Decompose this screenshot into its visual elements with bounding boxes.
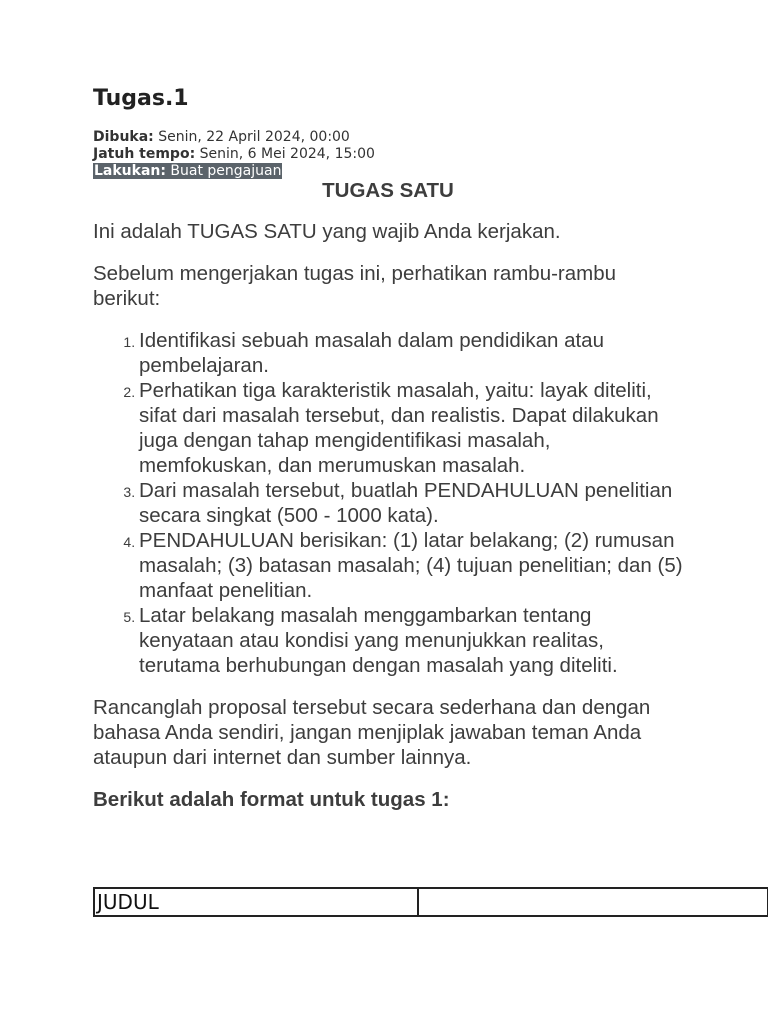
- todo-badge: [93, 163, 282, 179]
- todo-value: Buat pengajuan: [170, 163, 282, 179]
- due-label: Jatuh tempo:: [93, 146, 196, 162]
- table-cell: JUDUL: [94, 888, 418, 916]
- format-table: [93, 887, 768, 917]
- opened-date: [93, 129, 375, 146]
- table-cell: [418, 888, 768, 916]
- page-title: Tugas.1: [93, 86, 189, 111]
- format-heading: Berikut adalah format untuk tugas 1:: [93, 788, 450, 811]
- closing-paragraph: Rancanglah proposal tersebut secara sederhana dan dengan bahasa Anda sendiri, jangan menjiplak jawaban teman Anda ataupun dari internet dan sumber lainnya.: [93, 696, 651, 769]
- list-item: 2. Perhatikan tiga karakteristik masalah, yaitu: layak diteliti, sifat dari masalah tersebut, dan realistis. Dapat dilakukan juga dengan tahap mengidentifikasi masalah, memfokuskan, dan merumuskan masalah.: [139, 378, 683, 478]
- list-item: 4. PENDAHULUAN berisikan: (1) latar belakang; (2) rumusan masalah; (3) batasan masalah; (4) tujuan penelitian; dan (5) manfaat penelitian.: [139, 528, 683, 603]
- list-item: 5. Latar belakang masalah menggambarkan tentang kenyataan atau kondisi yang menunjukkan realitas, terutama berhubungan dengan masalah yang diteliti.: [139, 603, 683, 678]
- todo-label: Lakukan:: [94, 163, 166, 179]
- due-date: [93, 146, 375, 163]
- due-value: Senin, 6 Mei 2024, 15:00: [199, 146, 375, 162]
- opened-label: Dibuka:: [93, 129, 154, 145]
- intro-paragraph: Ini adalah TUGAS SATU yang wajib Anda kerjakan.: [93, 220, 561, 243]
- opened-value: Senin, 22 April 2024, 00:00: [158, 129, 350, 145]
- rules-list: [93, 328, 683, 678]
- table-row: [94, 888, 768, 916]
- list-item: 1. Identifikasi sebuah masalah dalam pendidikan atau pembelajaran.: [139, 328, 683, 378]
- list-item: 3. Dari masalah tersebut, buatlah PENDAHULUAN penelitian secara singkat (500 - 1000 kata).: [139, 478, 683, 528]
- assignment-description: [93, 178, 683, 812]
- before-paragraph: Sebelum mengerjakan tugas ini, perhatikan rambu-rambu berikut:: [93, 262, 617, 310]
- content-heading: TUGAS SATU: [322, 179, 454, 202]
- assignment-dates: [93, 129, 375, 180]
